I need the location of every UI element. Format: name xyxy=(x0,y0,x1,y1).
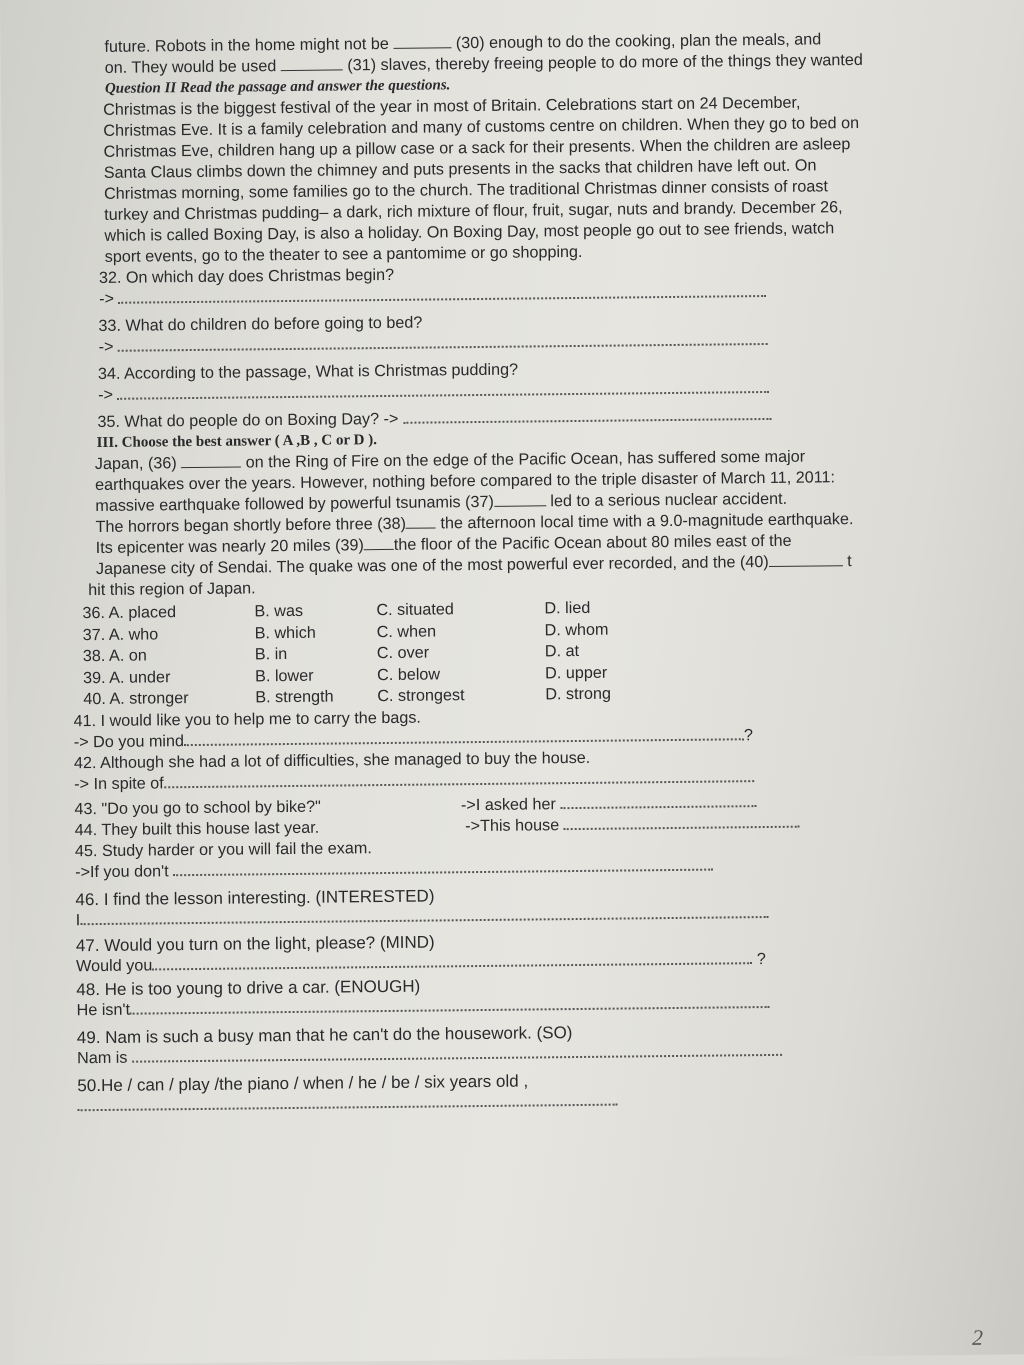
answer-line-33[interactable]: -> xyxy=(99,328,968,358)
answer-line-41[interactable]: -> Do you mind ? xyxy=(73,725,754,751)
question-48: 48. He is too young to drive a car. (ENOUGH) xyxy=(76,976,421,999)
question-32: 32. On which day does Christmas begin? xyxy=(98,265,395,287)
option-c[interactable]: C. strongest xyxy=(377,686,465,706)
passage-line: The horrors began shortly before three (38) the afternoon local time with a 9.0-magnitude earthquake. xyxy=(95,510,854,537)
passage-line: earthquakes over the years. However, nothing before compared to the triple disaster of March 11, 2011: xyxy=(94,468,836,495)
passage-line: turkey and Christmas pudding– a dark, rich mixture of flour, fruit, sugar, nuts and brandy. December 26, xyxy=(104,198,843,224)
option-d[interactable]: D. at xyxy=(544,641,580,661)
japan-passage xyxy=(88,445,972,601)
question-49: 49. Nam is such a busy man that he can't do the housework. (SO) xyxy=(76,1022,573,1047)
option-a[interactable]: 40. A. stronger xyxy=(83,689,189,709)
question-33: 33. What do children do before going to bed? xyxy=(98,313,423,335)
passage-line: Christmas morning, some families go to the church. The traditional Christmas dinner consists of roast xyxy=(103,177,829,203)
christmas-passage xyxy=(103,91,957,268)
blank-37 xyxy=(494,491,546,507)
question-47: 47. Would you turn on the light, please? (MIND) xyxy=(75,932,435,955)
passage-line: hit this region of Japan. xyxy=(88,579,256,600)
answer-line-49[interactable]: Nam is xyxy=(77,1038,975,1068)
passage-line: sport events, go to the theater to see a pantomime or go shopping. xyxy=(104,242,583,266)
passage-line: future. Robots in the home might not be (30) enough to do the cooking, plan the meals, and xyxy=(104,30,822,56)
blank-39 xyxy=(364,535,394,550)
question-41: 41. I would like you to help me to carry the bags. xyxy=(73,708,421,730)
blank-40 xyxy=(769,551,843,567)
answer-line-42[interactable]: -> In spite of xyxy=(74,764,972,794)
option-b[interactable]: B. which xyxy=(254,623,316,642)
question-35[interactable]: 35. What do people do on Boxing Day? -> xyxy=(97,403,968,433)
passage-line: Christmas Eve. It is a family celebration and many of customs centre on children. When they go to bed on xyxy=(103,114,860,140)
option-c[interactable]: C. below xyxy=(376,664,441,684)
answer-line-46[interactable]: I xyxy=(76,900,974,930)
passage-line: Its epicenter was nearly 20 miles (39) the floor of the Pacific Ocean about 80 miles east of the xyxy=(95,531,792,558)
passage-line: massive earthquake followed by powerful tsunamis (37) led to a serious nuclear accident. xyxy=(95,489,788,516)
option-b[interactable]: B. in xyxy=(254,645,288,664)
option-d[interactable]: D. lied xyxy=(544,598,591,618)
blank-30 xyxy=(393,33,451,49)
question-46: 46. I find the lesson interesting. (INTERESTED) xyxy=(75,886,435,909)
option-d[interactable]: D. upper xyxy=(544,663,608,682)
question-50: 50.He / can / play /the piano / when / he / be / six years old , xyxy=(77,1071,529,1095)
option-b[interactable]: B. strength xyxy=(255,687,334,707)
question-44[interactable]: 44. They built this house last year. ->This house xyxy=(75,810,973,840)
answer-line-34[interactable]: -> xyxy=(98,376,968,406)
answer-line-47[interactable]: Would you ? xyxy=(76,949,766,975)
passage-line: which is called Boxing Day, is also a holiday. On Boxing Day, most people go out to see friends, watch xyxy=(104,219,835,245)
option-c[interactable]: C. situated xyxy=(376,600,454,620)
option-a[interactable]: 36. A. placed xyxy=(82,603,177,623)
section-heading-ii: Question II Read the passage and answer the questions. xyxy=(104,77,451,97)
blank-38 xyxy=(406,513,436,528)
answer-line-48[interactable]: He isn't xyxy=(76,990,974,1020)
option-a[interactable]: 39. A. under xyxy=(83,667,171,687)
passage-line: Japanese city of Sendai. The quake was one of the most powerful ever recorded, and the (40) t xyxy=(95,552,852,579)
passage-line: Santa Claus climbs down the chimney and puts presents in the sacks that children have left out. On xyxy=(103,156,817,182)
section-heading-iii: III. Choose the best answer ( A ,B , C or D ). xyxy=(96,432,378,452)
options-table xyxy=(82,594,971,711)
question-45: 45. Study harder or you will fail the exam. xyxy=(74,838,372,860)
blank-31 xyxy=(281,55,343,71)
rewrite-section xyxy=(73,701,975,1116)
option-c[interactable]: C. over xyxy=(376,643,430,663)
answer-line-45[interactable]: ->If you don't xyxy=(75,852,973,882)
option-a[interactable]: 37. A. who xyxy=(82,624,159,644)
option-d[interactable]: D. whom xyxy=(544,620,609,639)
option-b[interactable]: B. was xyxy=(254,601,304,621)
page-number: 2 xyxy=(971,1324,984,1350)
option-d[interactable]: D. strong xyxy=(545,684,612,704)
passage-line: on. They would be used (31) slaves, thereby freeing people to do more of the things they wanted xyxy=(104,50,863,77)
passage-line: Christmas Eve, children hang up a pillow case or a sack for their presents. When the children are asleep xyxy=(103,135,851,161)
question-34: 34. According to the passage, What is Christmas pudding? xyxy=(97,360,519,383)
answer-line-32[interactable]: -> xyxy=(99,280,967,310)
passage-line: Christmas is the biggest festival of the year in most of Britain. Celebrations start on 24 December, xyxy=(103,93,801,119)
question-43[interactable]: 43. "Do you go to school by bike?" ->I asked her xyxy=(74,789,972,819)
question-42: 42. Although she had a lot of difficulties, she managed to buy the house. xyxy=(73,748,591,772)
option-c[interactable]: C. when xyxy=(376,621,437,641)
option-b[interactable]: B. lower xyxy=(254,666,314,685)
blank-36 xyxy=(181,452,241,468)
option-a[interactable]: 38. A. on xyxy=(82,646,147,666)
passage-line: Japan, (36) on the Ring of Fire on the edge of the Pacific Ocean, has suffered some major xyxy=(94,447,806,474)
